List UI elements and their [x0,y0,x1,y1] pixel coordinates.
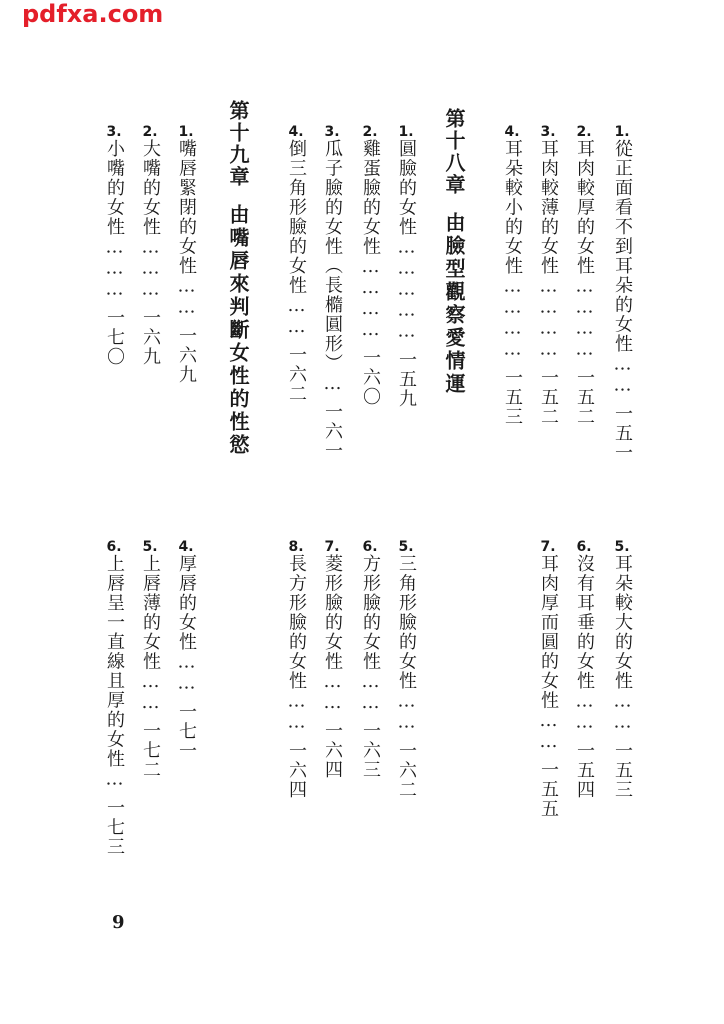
leader-dots: …… [612,353,633,396]
page-number: 9 [112,912,125,933]
toc-entry[interactable] [322,540,342,896]
entry-title: 三角形臉的女性 [396,554,417,691]
entry-title: 耳肉較厚的女性 [574,139,595,276]
entry-title: 耳朵較大的女性 [612,554,633,691]
leader-dots: …… [538,710,559,752]
toc-entry[interactable] [104,540,124,896]
leader-dots: ………… [502,275,523,360]
toc-entry[interactable] [612,540,632,896]
entry-title: 長方形臉的女性 [286,554,307,691]
toc-entry[interactable] [574,125,594,485]
chapter-title: 由臉型觀察愛情運 [442,212,466,396]
entry-page: 一五一 [612,403,633,462]
entry-title: 瓜子臉的女性（長橢圓形） [322,139,343,373]
entry-page: 一六三 [360,721,381,780]
toc-entry[interactable] [104,125,124,485]
leader-dots: ………… [360,256,381,340]
entry-number: 7. [540,540,556,554]
entry-page: 一五五 [538,760,559,819]
toc-entry[interactable] [176,125,196,485]
toc-entry[interactable] [140,540,160,896]
leader-dots: ………… [538,275,559,360]
entry-title: 方形臉的女性 [360,554,381,671]
entry-number: 6. [576,540,592,554]
entry-title: 上唇薄的女性 [140,554,161,671]
entry-title: 雞蛋臉的女性 [360,139,381,256]
leader-dots: …… [140,671,161,713]
chapter-19-heading[interactable] [228,100,248,457]
toc-entry[interactable] [396,125,416,485]
chapter-18-heading[interactable] [444,108,464,396]
entry-page: 一五九 [396,349,417,408]
entry-title: 嘴唇緊閉的女性 [176,139,197,276]
entry-page: 一六一 [322,402,343,461]
entry-title: 倒三角形臉的女性 [286,139,307,295]
entry-page: 一六四 [322,721,343,780]
entry-page: 一五三 [502,367,523,426]
leader-dots: …… [360,671,381,713]
entry-title: 菱形臉的女性 [322,554,343,671]
entry-number: 6. [362,540,378,554]
toc-entry[interactable] [502,125,522,485]
entry-title: 耳朵較小的女性 [502,139,523,276]
leader-dots: … [104,768,125,790]
entry-title: 從正面看不到耳朵的女性 [612,139,633,354]
leader-dots: …… [322,671,343,713]
toc-entry[interactable] [360,125,380,485]
entry-number: 4. [504,125,520,139]
toc-entry[interactable] [286,125,306,485]
entry-number: 4. [178,540,194,554]
entry-title: 大嘴的女性 [140,139,161,237]
leader-dots: …… [574,690,595,733]
entry-number: 2. [362,125,378,139]
entry-title: 耳肉厚而圓的女性 [538,554,559,710]
toc-entry[interactable] [538,125,558,485]
entry-number: 5. [142,540,158,554]
entry-title: 小嘴的女性 [104,139,125,237]
leader-dots: …… [286,690,307,733]
toc-entry[interactable] [574,540,594,896]
watermark: pdfxa.com [22,0,164,28]
entry-page: 一七三 [104,797,125,856]
toc-entry[interactable] [360,540,380,896]
entry-number: 5. [398,540,414,554]
entry-number: 3. [106,125,122,139]
toc-entry[interactable] [538,540,558,896]
toc-entry[interactable] [612,125,632,485]
toc-entry[interactable] [396,540,416,896]
entry-page: 一七二 [140,721,161,780]
entry-number: 6. [106,540,122,554]
leader-dots: …………… [396,236,417,342]
entry-number: 4. [288,125,304,139]
leader-dots: …… [286,295,307,337]
chapter-label: 第十八章 [442,108,466,196]
chapter-title: 由嘴唇來判斷女性的性慾 [226,204,250,457]
entry-page: 一六二 [396,740,417,799]
entry-title: 厚唇的女性 [176,554,197,652]
entry-page: 一六九 [176,325,197,384]
entry-title: 耳肉較薄的女性 [538,139,559,276]
chapter-label: 第十九章 [226,100,250,188]
leader-dots: ……… [140,236,161,300]
entry-page: 一七〇 [104,307,125,366]
toc-entry[interactable] [140,125,160,485]
entry-number: 1. [398,125,414,139]
leader-dots: …… [176,651,197,694]
entry-number: 3. [540,125,556,139]
leader-dots: …… [176,275,197,318]
entry-number: 7. [324,540,340,554]
entry-page: 一七一 [176,701,197,760]
entry-number: 1. [178,125,194,139]
leader-dots: …… [396,690,417,733]
entry-page: 一六四 [286,740,307,799]
entry-page: 一五三 [612,740,633,799]
entry-number: 2. [576,125,592,139]
entry-page: 一六九 [140,307,161,366]
toc-entry[interactable] [176,540,196,896]
entry-number: 1. [614,125,630,139]
leader-dots: …… [612,690,633,733]
entry-number: 8. [288,540,304,554]
entry-title: 圓臉的女性 [396,139,417,237]
entry-title: 沒有耳垂的女性 [574,554,595,691]
toc-entry[interactable] [286,540,306,896]
entry-page: 一五二 [538,367,559,426]
entry-page: 一六二 [286,345,307,404]
leader-dots: ………… [574,275,595,360]
entry-title: 上唇呈一直線且厚的女性 [104,554,125,769]
leader-dots: ……… [104,236,125,300]
entry-page: 一六〇 [360,348,381,407]
entry-number: 2. [142,125,158,139]
entry-page: 一五四 [574,740,595,799]
entry-number: 5. [614,540,630,554]
entry-number: 3. [324,125,340,139]
leader-dots: … [322,373,343,394]
toc-entry[interactable] [322,125,342,485]
entry-page: 一五二 [574,367,595,426]
